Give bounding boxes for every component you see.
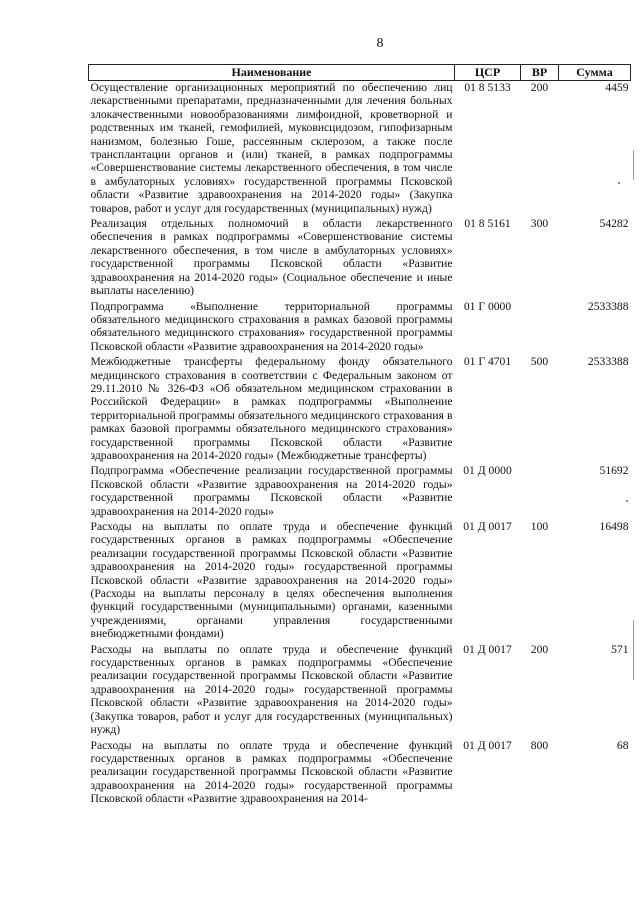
row-name: Расходы на выплаты по оплате труда и обеспечение функций государственных органов в рамках подпрограммы «Обеспечение реализации государственной программы Псковской области «Развитие здравоохранения на 2014-2020 годы» государственной программы Псковской области «Развитие здравоохранения на 2014-2020 годы» (Расходы на выплаты персоналу в целях обеспечения выполнения функций государственными (муниципальными) органами, казенными учреждениями, органами управления государственными внебюджетными фондами)	[90, 520, 453, 641]
table-row	[89, 300, 631, 356]
row-sum: 68	[616, 738, 629, 752]
row-sum: 2533388	[587, 299, 629, 313]
row-sum: 2533388	[587, 355, 629, 369]
row-name: Подпрограмма «Выполнение территориальной программы обязательного медицинского страхования в рамках базовой программы обязательного медицинского страхования» государственной программы Псковской области «Развитие здравоохранения на 2014-2020 годы»	[90, 299, 453, 353]
row-csr: 01 Д 0000	[463, 464, 512, 478]
row-vr: 200	[530, 642, 549, 656]
table-row	[89, 81, 631, 218]
row-csr: 01 Д 0017	[463, 738, 512, 752]
row-csr: 01 Г 0000	[463, 299, 512, 313]
row-vr: 300	[530, 217, 549, 231]
table-row	[89, 464, 631, 520]
scan-edge-mark	[633, 150, 634, 180]
table-row	[89, 355, 631, 464]
row-csr: 01 Г 4701	[463, 355, 512, 369]
row-vr	[521, 300, 559, 356]
scan-edge-mark	[633, 620, 634, 680]
row-name: Расходы на выплаты по оплате труда и обеспечение функций государственных органов в рамках подпрограммы «Обеспечение реализации государственной программы Псковской области «Развитие здравоохранения на 2014-2020 годы» государственной программы Псковской области «Развитие здравоохранения на 2014-	[90, 738, 453, 806]
row-vr	[521, 464, 559, 520]
row-csr: 01 8 5161	[464, 217, 511, 231]
row-sum: 54282	[599, 217, 629, 231]
row-sum: 571	[611, 642, 629, 656]
row-csr: 01 Д 0017	[463, 520, 512, 533]
header-row	[89, 65, 631, 81]
table-header	[89, 65, 631, 81]
row-vr: 100	[530, 520, 549, 533]
scan-speck	[626, 500, 628, 502]
budget-table	[88, 64, 631, 808]
header-sum: Сумма	[559, 65, 631, 81]
scan-speck	[618, 182, 620, 184]
table-row	[89, 643, 631, 739]
header-vr: ВР	[521, 65, 559, 81]
row-vr: 800	[530, 738, 549, 752]
row-csr: 01 8 5133	[464, 81, 511, 94]
header-csr: ЦСР	[455, 65, 521, 81]
row-sum: 51692	[599, 464, 629, 478]
row-vr: 500	[530, 355, 549, 369]
row-name: Подпрограмма «Обеспечение реализации государственной программы Псковской области «Развитие здравоохранения на 2014-2020 годы» государственной программы Псковской области «Развитие здравоохранения на 2014-2020 годы»	[90, 464, 453, 518]
row-name: Осуществление организационных мероприятий по обеспечению лиц лекарственными препаратами, предназначенными для лечения больных злокачественными новообразованиями лимфоидной, кроветворной и родственных им тканей, гемофилией, муковисцидозом, гипофизарным нанизмом, болезнью Гоше, рассеянным склерозом, а также после трансплантации органов и (или) тканей, в рамках подпрограммы «Совершенствование системы лекарственного обеспечения, в том числе в амбулаторных условиях» государственной программы Псковской области «Развитие здравоохранения на 2014-2020 годы» (Закупка товаров, работ и услуг для государственных (муниципальных) нужд)	[90, 81, 453, 215]
table-row	[89, 520, 631, 643]
row-sum: 4459	[605, 81, 629, 94]
row-name: Межбюджетные трансферты федеральному фонду обязательного медицинского страхования в соответствии с Федеральным законом от 29.11.2010 № 326-ФЗ «Об обязательном медицинском страховании в Российской Федерации» в рамках подпрограммы «Выполнение территориальной программы обязательного медицинского страхования в рамках базовой программы обязательного медицинского страхования» государственной программы Псковской области «Развитие здравоохранения на 2014-2020 годы» (Межбюджетные трансферты)	[90, 355, 453, 462]
table-body	[89, 81, 631, 808]
row-sum: 16498	[599, 520, 629, 533]
page-number: 8	[376, 36, 384, 51]
row-name: Реализация отдельных полномочий в области лекарственного обеспечения в рамках подпрограммы «Совершенствование системы лекарственного обеспечения, в том числе в амбулаторных условиях» государственной программы Псковской области «Развитие здравоохранения на 2014-2020 годы» (Социальное обеспечение и иные выплаты населению)	[90, 217, 453, 298]
table-row	[89, 217, 631, 299]
row-csr: 01 Д 0017	[463, 642, 512, 656]
row-name: Расходы на выплаты по оплате труда и обеспечение функций государственных органов в рамках подпрограммы «Обеспечение реализации государственной программы Псковской области «Развитие здравоохранения на 2014-2020 годы» государственной программы Псковской области «Развитие здравоохранения на 2014-2020 годы» (Закупка товаров, работ и услуг для государственных (муниципальных) нужд)	[90, 642, 453, 737]
row-vr: 200	[530, 81, 549, 94]
header-name: Наименование	[89, 65, 455, 81]
table-row	[89, 739, 631, 808]
